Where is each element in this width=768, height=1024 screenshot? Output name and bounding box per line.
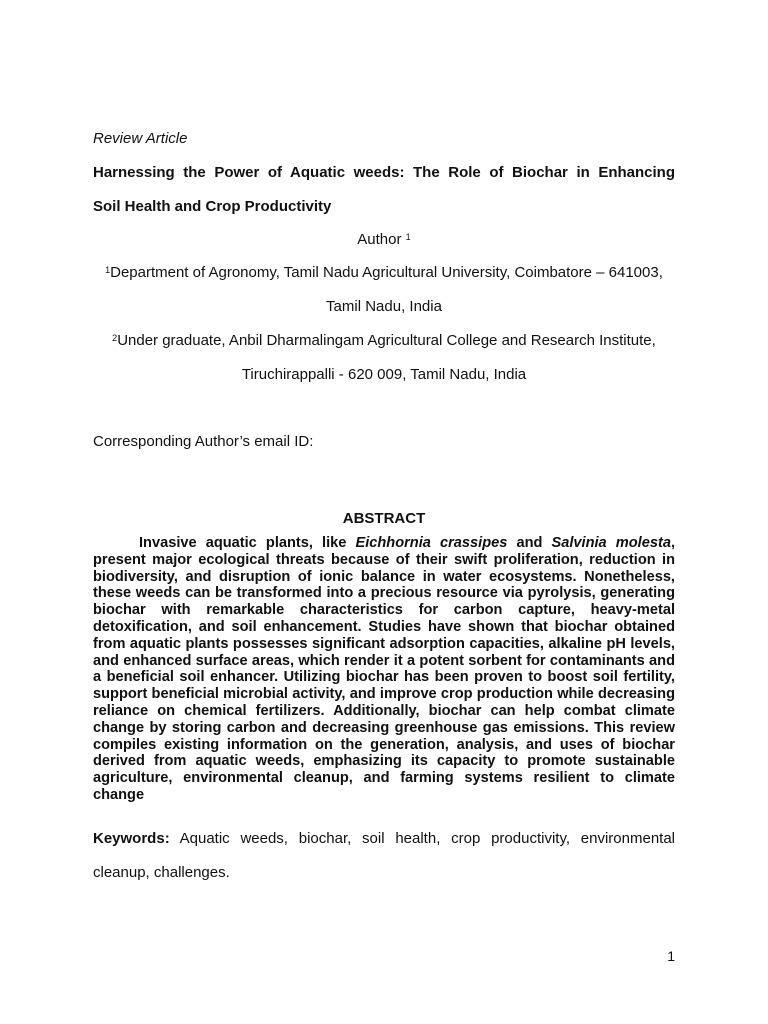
affiliation-1-line-2: Tamil Nadu, India — [326, 298, 442, 315]
title-line-1: Harnessing the Power of Aquatic weeds: The Role of Biochar in Enhancing — [93, 164, 675, 181]
abstract-body — [93, 535, 675, 804]
species-name-eichhornia: Eichhornia crassipes — [355, 535, 508, 551]
abstract-heading: ABSTRACT — [342, 510, 426, 527]
species-name-salvinia: Salvinia molesta — [551, 535, 671, 551]
keywords-text: Aquatic weeds, biochar, soil health, crop productivity, environmental — [169, 830, 675, 847]
author-line — [93, 231, 675, 249]
keywords-line-1 — [93, 830, 675, 848]
abstract-text-3: , present major ecological threats because of their swift proliferation, reduction in biodiversity, and disruption of ionic balance in water ecosystems. Nonetheless, these weeds can be transformed into a precious resource via pyrolysis, generating biochar with remarkable characteristics for carbon capture, heavy-metal detoxification, and soil enhancement. Studies have shown that biochar obtained from aquatic plants possesses significant adsorption capacities, alkaline pH levels, and enhanced surface areas, which render it a potent sorbent for contaminants and a beneficial soil enhancer. Utilizing biochar has been proven to boost soil fertility, support beneficial microbial activity, and improve crop production while decreasing reliance on chemical fertilizers. Additionally, biochar can help combat climate change by storing carbon and decreasing greenhouse gas emissions. This review compiles existing information on the generation, analysis, and uses of biochar derived from aquatic weeds, emphasizing its capacity to promote sustainable agriculture, environmental cleanup, and farming systems resilient to climate change — [93, 535, 675, 803]
keywords-label: Keywords: — [93, 830, 170, 847]
affiliation-2-superscript: 2 — [112, 333, 118, 343]
author-superscript: 1 — [405, 232, 411, 242]
corresponding-email-label: Corresponding Author’s email ID: — [93, 433, 314, 450]
article-type: Review Article — [93, 130, 188, 147]
title-line-2: Soil Health and Crop Productivity — [93, 198, 332, 215]
affiliation-1-superscript: 1 — [105, 265, 111, 275]
affiliation-2-line-2: Tiruchirappalli - 620 009, Tamil Nadu, India — [241, 366, 527, 383]
affiliation-2-text: Under graduate, Anbil Dharmalingam Agricultural College and Research Institute, — [117, 332, 656, 349]
affiliation-2-line-1 — [93, 332, 675, 350]
abstract-text-1: Invasive aquatic plants, like — [139, 535, 356, 551]
affiliation-1-text: Department of Agronomy, Tamil Nadu Agricultural University, Coimbatore – 641003, — [110, 264, 663, 281]
abstract-text-2: and — [507, 535, 552, 551]
keywords-line-2: cleanup, challenges. — [93, 864, 230, 881]
page-number: 1 — [667, 948, 675, 964]
affiliation-1-line-1 — [93, 264, 675, 282]
author-name: Author — [357, 231, 406, 248]
